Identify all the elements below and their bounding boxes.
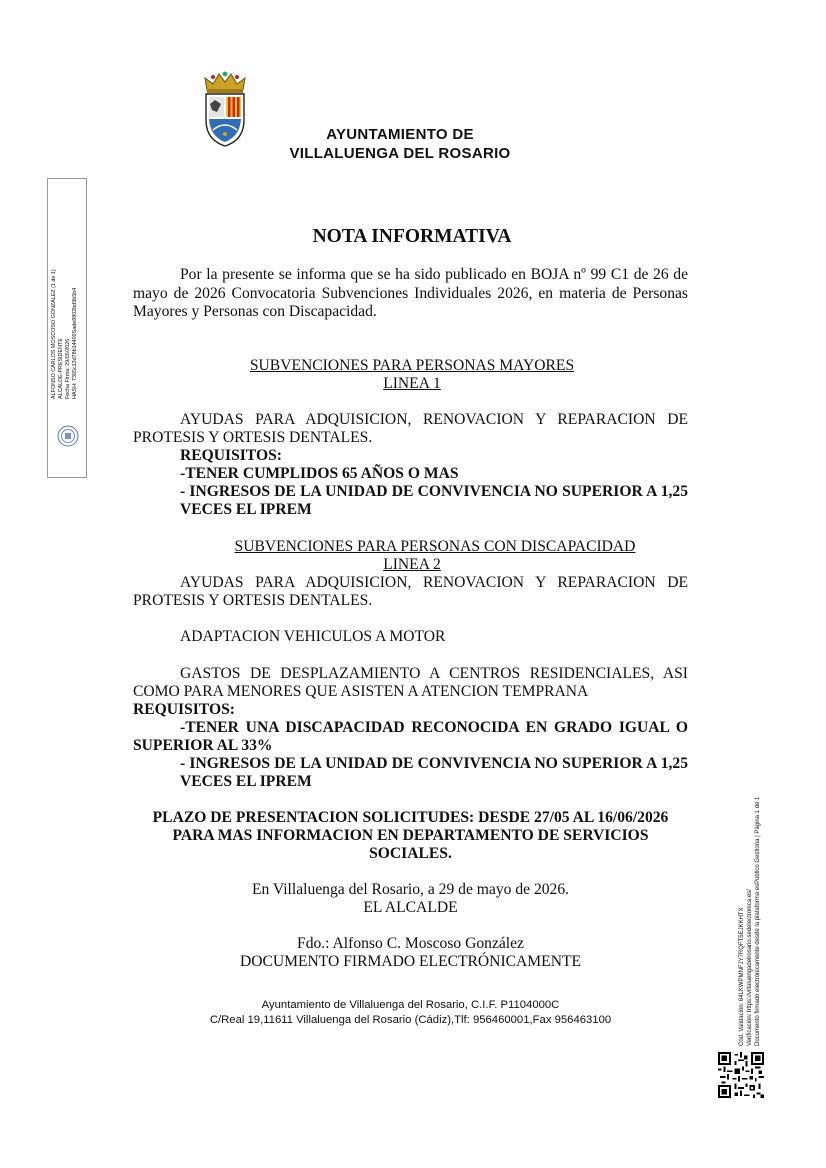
- organization-name-line2: VILLALUENGA DEL ROSARIO: [289, 145, 511, 162]
- section2-requirement: VECES EL IPREM: [180, 773, 312, 790]
- section2-aid-line: GASTOS DE DESPLAZAMIENTO A CENTROS RESIDENCIALES, ASI: [180, 665, 688, 682]
- section2-heading: SUBVENCIONES PARA PERSONAS CON DISCAPACIDAD: [234, 538, 636, 555]
- deadline-line: SOCIALES.: [369, 845, 452, 862]
- qr-code: [718, 1052, 764, 1098]
- verification-line: Cód. Validación: 64LKWPMNFJY7RQFT5EJKKHTX: [739, 907, 745, 1046]
- signature-stamp: [47, 178, 87, 478]
- section2-aid-line: COMO PARA MENORES QUE ASISTEN A ATENCION TEMPRANA: [133, 683, 589, 700]
- intro-line: Por la presente se informa que se ha sido publicado en BOJA nº 99 C1 de 26 de: [180, 266, 688, 283]
- section2-aid-line: AYUDAS PARA ADQUISICION, RENOVACION Y REPARACION DE: [180, 574, 688, 591]
- section2-aid-line: ADAPTACION VEHICULOS A MOTOR: [180, 628, 446, 645]
- coat-of-arms-logo: [201, 68, 249, 148]
- section2-requirement: -TENER UNA DISCAPACIDAD RECONOCIDA EN GRADO IGUAL O: [180, 719, 688, 736]
- intro-line: mayo de 2026 Convocatoria Subvenciones Individuales 2026, en materia de Personas: [133, 285, 688, 302]
- signature-stamp-line: ALCALDE-PRESIDENTE: [58, 338, 64, 399]
- intro-line: Mayores y Personas con Discapacidad.: [133, 303, 377, 320]
- section1-requirement: VECES EL IPREM: [180, 501, 312, 518]
- section2-aid-line: PROTESIS Y ORTESIS DENTALES.: [133, 592, 373, 609]
- section1-aid-line: PROTESIS Y ORTESIS DENTALES.: [133, 429, 373, 446]
- signer-role: EL ALCALDE: [363, 899, 458, 916]
- deadline-line: PARA MAS INFORMACION EN DEPARTAMENTO DE SERVICIOS: [172, 827, 649, 844]
- verification-line: Documento firmado electrónicamente desde la plataforma esPublico Gestiona | Página 1 de 1: [755, 796, 761, 1046]
- signature-stamp-line: ALFONSO CARLOS MOSCOSO GONZALEZ (1 de 1): [51, 269, 57, 399]
- section1-requirement: - INGRESOS DE LA UNIDAD DE CONVIVENCIA NO SUPERIOR A 1,25: [180, 483, 688, 500]
- signature-stamp-line: HASH: 7305c13d78b14400Sade8802bd9b5b4: [72, 287, 78, 399]
- footer-line: Ayuntamiento de Villaluenga del Rosario, C.I.F. P1104000C: [261, 999, 560, 1011]
- section1-requirement: -TENER CUMPLIDOS 65 AÑOS O MAS: [180, 465, 459, 482]
- section2-requirements-title: REQUISITOS:: [133, 701, 235, 718]
- section2-linea: LINEA 2: [383, 556, 441, 573]
- document-title: NOTA INFORMATIVA: [312, 226, 512, 247]
- section1-aid-line: AYUDAS PARA ADQUISICION, RENOVACION Y REPARACION DE: [180, 411, 688, 428]
- section1-requirements-title: REQUISITOS:: [180, 447, 282, 464]
- seal-icon: [57, 425, 79, 447]
- footer-line: C/Real 19,11611 Villaluenga del Rosario (Cádiz),Tlf: 956460001,Fax 956463100: [209, 1014, 612, 1026]
- signed-electronically-note: DOCUMENTO FIRMADO ELECTRÓNICAMENTE: [239, 953, 582, 970]
- place-date: En Villaluenga del Rosario, a 29 de mayo de 2026.: [251, 881, 570, 898]
- section1-linea: LINEA 1: [383, 375, 441, 392]
- organization-name-line1: AYUNTAMIENTO DE: [326, 126, 474, 143]
- deadline-line: PLAZO DE PRESENTACION SOLICITUDES: DESDE 27/05 AL 16/06/2026: [152, 809, 669, 826]
- verification-strip: [736, 720, 768, 1050]
- signature-stamp-line: Fecha Firma: 29/05/2026: [65, 338, 71, 399]
- section2-requirement: SUPERIOR AL 33%: [133, 737, 273, 754]
- section2-requirement: - INGRESOS DE LA UNIDAD DE CONVIVENCIA NO SUPERIOR A 1,25: [180, 755, 688, 772]
- signer-name: Fdo.: Alfonso C. Moscoso González: [297, 935, 524, 952]
- section1-heading: SUBVENCIONES PARA PERSONAS MAYORES: [249, 357, 575, 374]
- verification-line: Verificación: https://villaluengadelrosario.sedelectronica.es/: [747, 889, 753, 1046]
